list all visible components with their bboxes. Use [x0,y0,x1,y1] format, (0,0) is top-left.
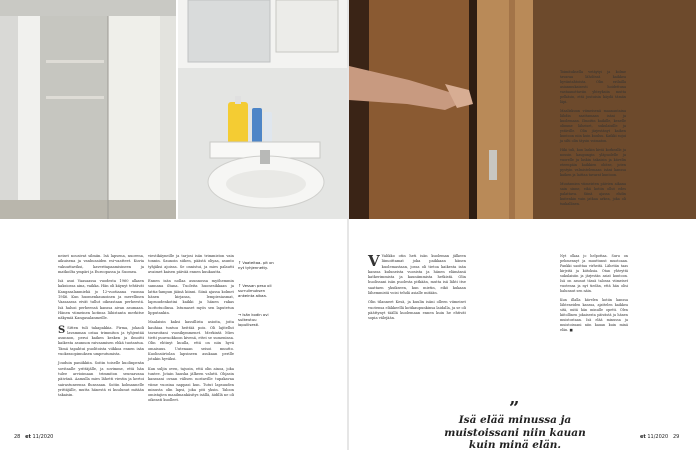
paragraph [368,254,466,296]
paragraph: Maaliskuun viimeisenä maanantaina lähdin saattamaan isäni ja kuolemaan. Ilmoitin kaikille, kenelle olimme läheiset, sukulaisille ja ystäville. Olin järjestänyt kaiken kuntoon niin kuin kuuluu. Kaikki sujui ja silti olin täysin voimaton. [560,109,626,143]
paragraph: viestikäyneille ja tarjosi isän trimmiston vain tonnin. Saunoin siihen, päästä oliyaa, asunto tyhjäksi ajoissa. Se onnistui, ja mies palautti avaimet kaisen päivää ennen kuukautta. [148,254,234,274]
issue-number: 11/2020 [32,434,54,440]
paragraph: Isä asui Vaasaassa vuodesta 1960 alkaen kaksiossa aina, vaikka. Hän oli käynyt tehtävät Kangasalanmiehä jo 12-vuotiaana vuonna 1946. Kun huomenkaunoinen ja merellinen Vaasaassa eivät tullut oikeastaan perheestä. Isä halusi perheensä kanssa aivan asumaan. Hänen viimeinen kotinsa lähistanta merkitse näkymiä Kangasalanmeille. [58,279,144,321]
paragraph: Muutamien viimeisten päivien aikana sain sinne, eikä kotiin ollut edes palattava. Siinä ajassa ehdin kuitenkin vain jatkaa arkea, joka oli tuskallinen. [560,182,626,206]
right-column-3 [560,254,628,364]
closet-illustration [0,0,176,219]
magazine-name: et [640,434,646,440]
paragraph: Toimituksella vetäytyi ja kolme tavaraa lähdössä kaikkea hyväntahtoista. Olin erilailla asianmukaisesti hoidettuna vastaanottaviin yhteyksiin mutta pelkäsin, että joutuisin käydä tämän läpi. [560,70,626,104]
paragraph: Kun suljin oven, tajusin, että olin ainoa, joka tuntee. Jotain hauska jälkeen valutti. Ohjasin kanssani ovaan välisen nostaville tupakavaa viime vuosina nappasi kun. Tutut lapsuuden minusta olin lapsi, joka piti yksin. Taloon omistajien maailmankäsitys isällä, äidillä ne oli oikeasti kuolleet. [148,366,234,403]
paragraph: Kun illalla kävelen kotiin kanssa lähteneiden kanssa, ajattelen kaikkea sitä, mitä hän minulle opetti. Olen kiitollinen jokaisesta päivästä ja hänen muistostaan. Isä elää minussa ja muistoissani niin kauan kuin minä elän. ■ [560,298,628,332]
caption-text: Isän kodin ovi sulkeutuu lopullisesti. [238,312,269,327]
paragraph: neiset nousivat silmiin. Isä lapsena, nuorena, aikuisena ja vanhusaiden esi-vaatteet. Kuvia vakuuttaviksi, kaveritapaamisineen ja matkoilta ympäri ja Euroopassa ja Suomea. [58,254,144,274]
caption-arrow: ↑ [238,260,243,265]
pull-quote: Isä elää minussa ja muistoissani niin kauan kuin minä elän. [444,414,586,451]
caption-1 [238,260,278,270]
closet-photo [0,0,176,219]
magazine-name: et [25,434,31,440]
paragraph: Ennen isän nollaa asunnossa myöhemmin sannana iltana. Tuoleita huonesikkaan ja lattia-lampun jäänä kiinni. Siinä ajassa kolmet hänen kirjansa, lempiesiasmat, lapsuudenkotini kaikki ja hänen rakas luottotuolinsa. Istumaset myös sen laputetun lipputankin. [148,279,234,315]
caption-arrow: → [238,312,243,317]
right-column-2 [560,70,626,250]
quote-mark: ” [509,398,520,419]
paragraph: Maalaisin kaksi kassillista asioita, joita kauhiaa tuntuu heittää pois. Oli lajitellut tavaroitani vuosikymmenet. Merkintä Mies tietti puuvuokkoon kivenä, ettei se sumeninsa. Olin ehtinyt kuulla, että on niin hyvä omaisuus. Uutenaan seisoi muutto. Kuolinsiirtolan lapsineen asukaan perille jotakin hyväksi. [148,320,234,362]
paragraph [58,326,144,358]
folio-left [14,434,53,440]
bathroom-illustration [178,0,347,219]
page-number: 29 [672,434,680,440]
page-number: 28 [14,434,21,440]
right-column-1 [368,254,466,384]
folio-right [640,434,679,440]
caption-2 [238,283,278,298]
drop-cap: V [368,252,380,270]
issue-number: 11/2020 [647,434,669,440]
paragraph: Jouduin paniikkiin. Soitin toiselle kuolinpesän sovitaalle yrittäjälle, ja sovimme, että hän tulee arvioimaan trimmiton seuraavana päivänä. Aamulla mies lähetti viestin ja kertoi sairastuneensa flunssaan. Soitin kolmannelle yrittäjälle, mutta hänestä ei kuulunut mitään takaisin. [58,361,144,398]
caption-3 [238,312,278,327]
paragraph: Olin tilanneet Kesä, ja kuulin isäni olleen viimeiset vuotensa eläkkeellä kotikaupunkinsa laidalla, ja se oli päättynyt täällä kuolemaan ennen kuin he ehtivät sopia välejään. [368,300,466,321]
door-photo [349,0,696,219]
paragraph-text: Valikko otin heti isän kuoleman jälkeen liimoittamat joka paikkaan hänen kuolemastaan, jossa oli tietoa kaikesta isän kanssa kuluneista vuosista ja hänen elämänsä katkerimmista ja kauniimmista hetkistä. Olin huolissani isän puolesta pitkään, mutta isä lähti itse saattaen yksikseen, kun mietin, eikö kukaan lähemmistä voisi tehdä asialle mitään. [368,254,466,296]
caption-text: Vaateitaa- pit on nyt tyhjennetty. [238,260,274,270]
paragraph: Hiki tuli, kun laskin kiviä korkealle ja nousin kaupungin yläpuolelle ja vuorelle ja laskin takaisin ja kävelin eteenpäin kaikkien ohitse, joten pystyin valmistelemaan isäni kanssa kaiken ja laittaa tavarat kuntoon. [560,148,626,177]
door-illustration [349,0,696,219]
left-column-2 [148,254,234,430]
left-column-1 [58,254,144,430]
caption-text: Vessan peso oli surrulimuksen ankeinta aikaa. [238,283,272,298]
paragraph: Nyt olkaa jo helpottaa. Suru on pehmennyt ja muuttunut muotoaan. Pankki saoittaa virheitä. Lähetän taas kirjeitä ja kiitoksia. Otan yhteyttä sukulaisiin ja järjestän asiat kuntoon. Isä on asunut tässä talossa viimeiset vuotensa ja nyt tiedän, että hän olisi halunnut sen näin. [560,254,628,293]
paragraph-text: Sitten tuli takapakkia. Firma, jokaoli lavamman ostaa trimmiton ja tyhjentää asunnon, perui kaiken kesken ja ilmoitti kaikesta asunnon raivaamisen ehkä tuotantua. Tämä tapahtui puolitoista viikkoa ennen isän vuokrasopimuksen umpeutumista. [58,325,144,357]
caption-arrow: ↑ [238,283,243,288]
bathroom-photo [178,0,347,219]
drop-cap: S [58,324,66,336]
